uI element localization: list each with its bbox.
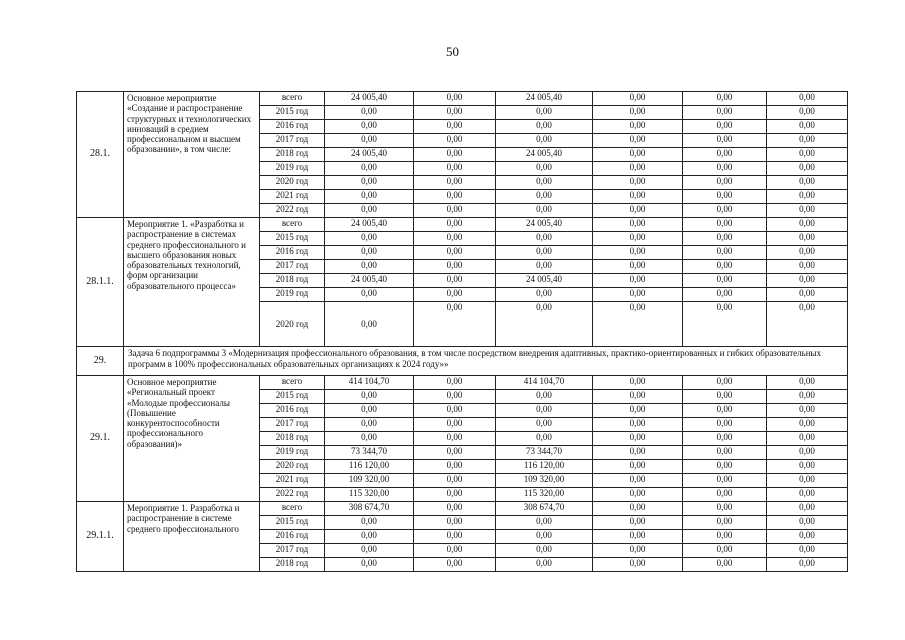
value-cell: 0,00 xyxy=(414,544,496,558)
value-cell: 0,00 xyxy=(325,390,414,404)
year-cell: 2019 год xyxy=(260,162,325,176)
value-cell: 24 005,40 xyxy=(496,92,593,106)
value-cell: 109 320,00 xyxy=(496,474,593,488)
value-cell: 0,00 xyxy=(414,376,496,390)
value-cell: 0,00 xyxy=(325,260,414,274)
value-cell: 0,00 xyxy=(767,92,848,106)
value-cell: 0,00 xyxy=(325,544,414,558)
value-cell: 0,00 xyxy=(414,446,496,460)
value-cell: 0,00 xyxy=(593,460,683,474)
value-cell: 0,00 xyxy=(325,190,414,204)
value-cell: 0,00 xyxy=(593,148,683,162)
year-cell: 2020 год xyxy=(260,302,325,347)
value-cell: 0,00 xyxy=(593,558,683,572)
year-cell: 2017 год xyxy=(260,544,325,558)
value-cell: 0,00 xyxy=(683,274,767,288)
value-cell: 0,00 xyxy=(767,404,848,418)
value-cell: 0,00 xyxy=(593,204,683,218)
value-cell: 308 674,70 xyxy=(325,502,414,516)
value-cell: 0,00 xyxy=(683,460,767,474)
value-cell: 0,00 xyxy=(593,302,683,347)
value-cell: 0,00 xyxy=(496,432,593,446)
value-cell: 0,00 xyxy=(496,404,593,418)
value-cell: 0,00 xyxy=(767,432,848,446)
value-cell: 0,00 xyxy=(325,246,414,260)
budget-table xyxy=(76,91,848,572)
year-cell: 2018 год xyxy=(260,274,325,288)
measure-description: Основное мероприятие «Региональный проект «Молодые профессионалы (Повышение конкурентоспособности профессионального образования)» xyxy=(124,376,260,502)
value-cell: 308 674,70 xyxy=(496,502,593,516)
row-number: 29.1.1. xyxy=(77,502,124,572)
value-cell: 0,00 xyxy=(683,134,767,148)
row-number: 29. xyxy=(77,347,124,376)
value-cell: 0,00 xyxy=(593,246,683,260)
value-cell: 0,00 xyxy=(325,120,414,134)
value-cell: 0,00 xyxy=(767,218,848,232)
year-cell: всего xyxy=(260,376,325,390)
value-cell: 0,00 xyxy=(496,288,593,302)
value-cell: 0,00 xyxy=(683,92,767,106)
value-cell: 0,00 xyxy=(325,432,414,446)
value-cell: 0,00 xyxy=(325,516,414,530)
page-number: 50 xyxy=(446,44,459,59)
value-cell: 116 120,00 xyxy=(325,460,414,474)
value-cell: 24 005,40 xyxy=(496,218,593,232)
value-cell: 0,00 xyxy=(496,162,593,176)
year-cell: всего xyxy=(260,502,325,516)
value-cell: 0,00 xyxy=(767,418,848,432)
value-cell: 0,00 xyxy=(683,502,767,516)
value-cell: 0,00 xyxy=(414,390,496,404)
row-number: 28.1.1. xyxy=(77,218,124,347)
task-row xyxy=(77,347,848,376)
value-cell: 0,00 xyxy=(325,204,414,218)
value-cell: 0,00 xyxy=(683,446,767,460)
value-cell: 0,00 xyxy=(496,106,593,120)
value-cell: 0,00 xyxy=(593,432,683,446)
value-cell: 73 344,70 xyxy=(325,446,414,460)
year-cell: 2020 год xyxy=(260,460,325,474)
year-cell: 2017 год xyxy=(260,260,325,274)
value-cell: 0,00 xyxy=(593,404,683,418)
year-cell: всего xyxy=(260,92,325,106)
year-cell: 2015 год xyxy=(260,516,325,530)
value-cell: 0,00 xyxy=(414,460,496,474)
value-cell: 0,00 xyxy=(683,544,767,558)
value-cell: 0,00 xyxy=(683,432,767,446)
value-cell: 0,00 xyxy=(767,246,848,260)
value-cell: 0,00 xyxy=(414,134,496,148)
value-cell: 0,00 xyxy=(414,92,496,106)
value-cell: 0,00 xyxy=(767,162,848,176)
value-cell: 0,00 xyxy=(683,530,767,544)
value-cell: 0,00 xyxy=(683,260,767,274)
value-cell: 414 104,70 xyxy=(325,376,414,390)
value-cell: 0,00 xyxy=(683,176,767,190)
value-cell: 0,00 xyxy=(683,246,767,260)
value-cell: 0,00 xyxy=(593,232,683,246)
value-cell: 0,00 xyxy=(683,404,767,418)
value-cell: 0,00 xyxy=(767,302,848,347)
value-cell: 0,00 xyxy=(325,134,414,148)
value-cell: 0,00 xyxy=(414,288,496,302)
value-cell: 0,00 xyxy=(683,204,767,218)
year-cell: 2016 год xyxy=(260,530,325,544)
row-number: 28.1. xyxy=(77,92,124,218)
value-cell: 0,00 xyxy=(593,530,683,544)
value-cell: 0,00 xyxy=(593,274,683,288)
value-cell: 0,00 xyxy=(767,274,848,288)
value-cell: 0,00 xyxy=(496,390,593,404)
year-cell: 2022 год xyxy=(260,204,325,218)
value-cell: 0,00 xyxy=(593,516,683,530)
value-cell: 0,00 xyxy=(414,516,496,530)
value-cell: 0,00 xyxy=(325,558,414,572)
year-cell: 2016 год xyxy=(260,404,325,418)
value-cell: 0,00 xyxy=(683,148,767,162)
year-cell: 2018 год xyxy=(260,432,325,446)
value-cell: 0,00 xyxy=(683,218,767,232)
value-cell: 0,00 xyxy=(414,232,496,246)
value-cell: 0,00 xyxy=(325,162,414,176)
year-cell: 2018 год xyxy=(260,558,325,572)
value-cell: 0,00 xyxy=(325,106,414,120)
measure-description: Мероприятие 1. «Разработка и распространение в системах среднего профессионального и высшего образования новых образовательных технологий, форм организации образовательного процесса» xyxy=(124,218,260,347)
value-cell: 0,00 xyxy=(496,260,593,274)
value-cell: 0,00 xyxy=(767,106,848,120)
value-cell: 0,00 xyxy=(683,558,767,572)
value-cell: 0,00 xyxy=(414,432,496,446)
table-row xyxy=(77,376,848,390)
value-cell: 0,00 xyxy=(767,260,848,274)
task-description: Задача 6 подпрограммы 3 «Модернизация профессионального образования, в том числе посредством внедрения адаптивных, практико-ориентированных и гибких образовательных программ в 100% профессиональных образовательных организациях к 2024 году»» xyxy=(124,347,848,376)
value-cell: 0,00 xyxy=(767,446,848,460)
value-cell: 0,00 xyxy=(767,134,848,148)
year-cell: 2018 год xyxy=(260,148,325,162)
value-cell: 0,00 xyxy=(767,376,848,390)
value-cell: 0,00 xyxy=(593,176,683,190)
year-cell: 2021 год xyxy=(260,474,325,488)
value-cell: 0,00 xyxy=(683,488,767,502)
value-cell: 0,00 xyxy=(767,460,848,474)
value-cell: 0,00 xyxy=(593,376,683,390)
value-cell: 0,00 xyxy=(496,134,593,148)
value-cell: 0,00 xyxy=(767,474,848,488)
value-cell: 0,00 xyxy=(593,120,683,134)
value-cell: 24 005,40 xyxy=(325,274,414,288)
year-cell: 2022 год xyxy=(260,488,325,502)
value-cell: 0,00 xyxy=(414,190,496,204)
value-cell: 0,00 xyxy=(767,558,848,572)
value-cell: 0,00 xyxy=(683,516,767,530)
value-cell: 115 320,00 xyxy=(496,488,593,502)
value-cell: 0,00 xyxy=(593,544,683,558)
measure-description: Основное мероприятие «Создание и распространение структурных и технологических инноваций в среднем профессиональном и высшем образовании», в том числе: xyxy=(124,92,260,218)
value-cell: 0,00 xyxy=(767,190,848,204)
value-cell: 0,00 xyxy=(414,418,496,432)
value-cell: 0,00 xyxy=(496,204,593,218)
value-cell: 0,00 xyxy=(496,232,593,246)
value-cell: 0,00 xyxy=(414,204,496,218)
value-cell: 0,00 xyxy=(767,204,848,218)
value-cell: 0,00 xyxy=(414,218,496,232)
year-cell: 2015 год xyxy=(260,106,325,120)
value-cell: 0,00 xyxy=(496,544,593,558)
year-cell: 2020 год xyxy=(260,176,325,190)
value-cell: 0,00 xyxy=(496,302,593,347)
value-cell: 0,00 xyxy=(414,474,496,488)
value-cell: 0,00 xyxy=(767,516,848,530)
value-cell: 24 005,40 xyxy=(325,218,414,232)
value-cell: 0,00 xyxy=(767,544,848,558)
year-cell: 2017 год xyxy=(260,134,325,148)
value-cell: 0,00 xyxy=(683,288,767,302)
value-cell: 0,00 xyxy=(414,148,496,162)
value-cell: 0,00 xyxy=(325,418,414,432)
value-cell: 0,00 xyxy=(414,488,496,502)
value-cell: 0,00 xyxy=(767,232,848,246)
table-row xyxy=(77,502,848,516)
table-row xyxy=(77,92,848,106)
value-cell: 0,00 xyxy=(325,404,414,418)
value-cell: 0,00 xyxy=(496,516,593,530)
value-cell: 0,00 xyxy=(496,530,593,544)
value-cell: 0,00 xyxy=(767,288,848,302)
value-cell: 0,00 xyxy=(496,418,593,432)
value-cell: 0,00 xyxy=(325,288,414,302)
value-cell: 116 120,00 xyxy=(496,460,593,474)
value-cell: 0,00 xyxy=(593,502,683,516)
table-row xyxy=(77,218,848,232)
value-cell: 0,00 xyxy=(767,502,848,516)
value-cell: 0,00 xyxy=(593,260,683,274)
year-cell: 2015 год xyxy=(260,232,325,246)
value-cell: 0,00 xyxy=(414,302,496,347)
value-cell: 0,00 xyxy=(683,232,767,246)
value-cell: 0,00 xyxy=(414,502,496,516)
year-cell: 2017 год xyxy=(260,418,325,432)
value-cell: 0,00 xyxy=(593,92,683,106)
value-cell: 24 005,40 xyxy=(496,148,593,162)
value-cell: 0,00 xyxy=(414,162,496,176)
value-cell: 0,00 xyxy=(683,162,767,176)
value-cell: 0,00 xyxy=(496,120,593,134)
year-cell: 2016 год xyxy=(260,246,325,260)
value-cell: 0,00 xyxy=(593,190,683,204)
value-cell: 109 320,00 xyxy=(325,474,414,488)
value-cell: 0,00 xyxy=(414,176,496,190)
value-cell: 0,00 xyxy=(593,446,683,460)
value-cell: 0,00 xyxy=(496,558,593,572)
value-cell: 0,00 xyxy=(593,418,683,432)
value-cell: 0,00 xyxy=(414,120,496,134)
value-cell: 73 344,70 xyxy=(496,446,593,460)
value-cell: 0,00 xyxy=(496,176,593,190)
measure-description: Мероприятие 1. Разработка и распространение в системе среднего профессионального xyxy=(124,502,260,572)
value-cell: 0,00 xyxy=(325,302,414,347)
value-cell: 414 104,70 xyxy=(496,376,593,390)
value-cell: 0,00 xyxy=(414,404,496,418)
year-cell: 2019 год xyxy=(260,446,325,460)
value-cell: 0,00 xyxy=(593,218,683,232)
value-cell: 0,00 xyxy=(683,106,767,120)
value-cell: 0,00 xyxy=(767,530,848,544)
value-cell: 0,00 xyxy=(325,232,414,246)
value-cell: 0,00 xyxy=(683,120,767,134)
value-cell: 0,00 xyxy=(414,274,496,288)
value-cell: 0,00 xyxy=(683,390,767,404)
year-cell: 2021 год xyxy=(260,190,325,204)
value-cell: 0,00 xyxy=(496,190,593,204)
value-cell: 0,00 xyxy=(683,418,767,432)
value-cell: 0,00 xyxy=(414,260,496,274)
value-cell: 0,00 xyxy=(683,190,767,204)
value-cell: 0,00 xyxy=(767,390,848,404)
value-cell: 0,00 xyxy=(593,288,683,302)
year-cell: 2016 год xyxy=(260,120,325,134)
year-cell: 2015 год xyxy=(260,390,325,404)
value-cell: 0,00 xyxy=(496,246,593,260)
value-cell: 0,00 xyxy=(414,530,496,544)
value-cell: 0,00 xyxy=(593,488,683,502)
value-cell: 0,00 xyxy=(767,488,848,502)
value-cell: 0,00 xyxy=(414,106,496,120)
value-cell: 0,00 xyxy=(593,162,683,176)
year-cell: всего xyxy=(260,218,325,232)
value-cell: 0,00 xyxy=(593,134,683,148)
value-cell: 24 005,40 xyxy=(325,148,414,162)
value-cell: 0,00 xyxy=(414,246,496,260)
value-cell: 0,00 xyxy=(593,106,683,120)
year-cell: 2019 год xyxy=(260,288,325,302)
value-cell: 0,00 xyxy=(767,148,848,162)
value-cell: 24 005,40 xyxy=(496,274,593,288)
value-cell: 0,00 xyxy=(683,302,767,347)
value-cell: 115 320,00 xyxy=(325,488,414,502)
value-cell: 0,00 xyxy=(767,120,848,134)
value-cell: 0,00 xyxy=(593,390,683,404)
value-cell: 0,00 xyxy=(593,474,683,488)
row-number: 29.1. xyxy=(77,376,124,502)
value-cell: 0,00 xyxy=(325,176,414,190)
value-cell: 0,00 xyxy=(414,558,496,572)
value-cell: 0,00 xyxy=(325,530,414,544)
value-cell: 0,00 xyxy=(767,176,848,190)
value-cell: 0,00 xyxy=(683,376,767,390)
value-cell: 0,00 xyxy=(683,474,767,488)
value-cell: 24 005,40 xyxy=(325,92,414,106)
